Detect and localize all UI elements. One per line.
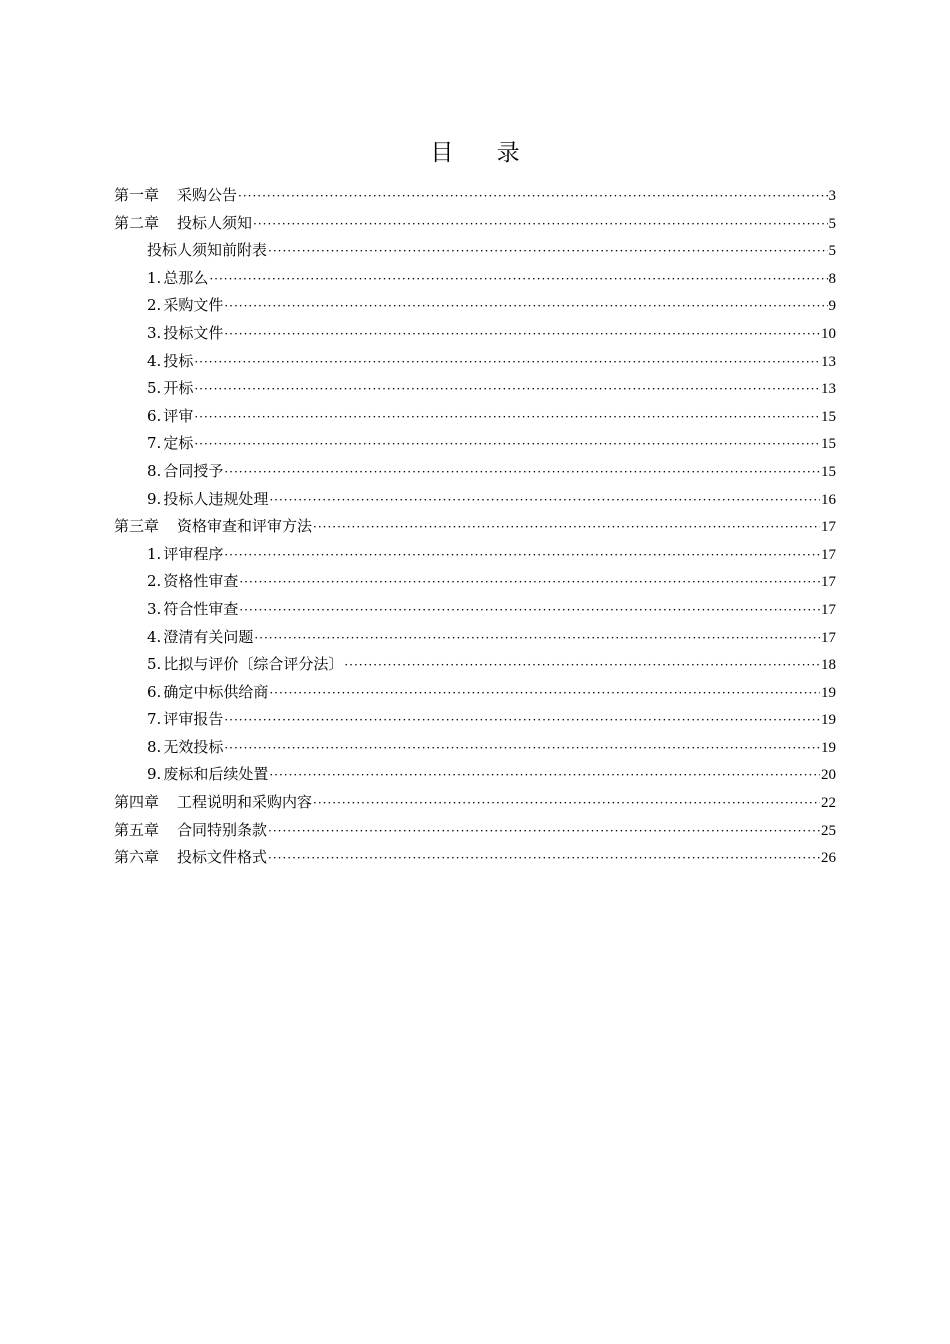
dot-leader (254, 625, 820, 653)
toc-page-number: 19 (821, 712, 836, 729)
dot-leader (253, 211, 827, 239)
dot-leader (268, 238, 827, 266)
toc-entry-label: 总那么 (163, 268, 209, 287)
toc-section-entry[interactable] (114, 761, 836, 789)
toc-section-number: 6. (147, 682, 162, 701)
toc-section-number: 9. (147, 489, 162, 508)
dot-leader (268, 845, 820, 873)
toc-section-entry[interactable] (114, 320, 836, 348)
toc-section-entry[interactable] (114, 375, 836, 403)
toc-page-number: 9 (828, 298, 836, 315)
toc-section-entry[interactable] (114, 430, 836, 458)
dot-leader (269, 762, 820, 790)
toc-section-entry[interactable] (114, 458, 836, 486)
toc-section-number: 7. (147, 434, 162, 453)
dot-leader (268, 818, 820, 846)
dot-leader (313, 514, 820, 542)
toc-entry-label: 合同授予 (163, 461, 224, 480)
dot-leader (194, 349, 820, 377)
toc-chapter-number: 第三章 (114, 517, 160, 536)
toc-page-number: 20 (821, 767, 836, 784)
toc-entry-label: 开标 (163, 379, 194, 398)
toc-chapter-number: 第五章 (114, 820, 160, 839)
dot-leader (269, 487, 820, 515)
toc-entry-label: 工程说明和采购内容 (177, 793, 313, 812)
toc-chapter-entry[interactable] (114, 210, 836, 238)
toc-chapter-entry[interactable] (114, 182, 836, 210)
toc-chapter-entry[interactable] (114, 513, 836, 541)
toc-section-number: 9. (147, 765, 162, 784)
toc-section-number: 2. (147, 572, 162, 591)
toc-page-number: 17 (821, 519, 836, 536)
dot-leader (269, 680, 820, 708)
dot-leader (238, 183, 827, 211)
dot-leader (224, 459, 820, 487)
toc-page-number: 10 (821, 325, 836, 342)
toc-section-entry[interactable] (114, 734, 836, 762)
dot-leader (194, 431, 820, 459)
dot-leader (194, 404, 820, 432)
toc-page-number: 22 (821, 795, 836, 812)
toc-chapter-number: 第二章 (114, 213, 160, 232)
toc-chapter-entry[interactable] (114, 817, 836, 845)
toc-section-number: 7. (147, 710, 162, 729)
toc-page-number: 19 (821, 739, 836, 756)
toc-section-number: 6. (147, 406, 162, 425)
toc-page-number: 15 (821, 436, 836, 453)
toc-entry-label: 采购文件 (163, 296, 224, 315)
toc-entry-label: 采购公告 (177, 186, 238, 204)
toc-chapter-entry[interactable] (114, 789, 836, 817)
dot-leader (224, 735, 820, 763)
toc-entry-label: 废标和后续处置 (163, 765, 269, 784)
toc-chapter-entry[interactable] (114, 844, 836, 872)
toc-page-number: 3 (828, 188, 836, 204)
toc-entry-label: 资格审查和评审方法 (177, 517, 313, 536)
toc-section-number: 3. (147, 323, 162, 342)
toc-section-number: 4. (147, 627, 162, 646)
toc-section-entry[interactable] (114, 292, 836, 320)
toc-page-number: 15 (821, 408, 836, 425)
toc-section-number: 8. (147, 461, 162, 480)
toc-entry-label: 投标人须知 (177, 213, 253, 232)
toc-page-number: 8 (828, 270, 836, 287)
toc-page-number: 13 (821, 353, 836, 370)
toc-section-entry[interactable] (114, 486, 836, 514)
dot-leader (209, 266, 827, 294)
toc-page-number: 17 (821, 546, 836, 563)
toc-entry-label: 评审报告 (163, 710, 224, 729)
toc-entry-label: 定标 (163, 434, 194, 453)
toc-section-entry[interactable] (114, 237, 836, 265)
toc-entry-label: 投标文件 (163, 323, 224, 342)
toc-page-number: 18 (821, 657, 836, 674)
toc-entry-label: 无效投标 (163, 737, 224, 756)
toc-section-number: 5. (147, 655, 162, 674)
toc-section-entry[interactable] (114, 348, 836, 376)
toc-section-entry[interactable] (114, 568, 836, 596)
toc-page-number: 17 (821, 574, 836, 591)
toc-section-entry[interactable] (114, 679, 836, 707)
toc-page-number: 5 (828, 243, 836, 260)
toc-section-entry[interactable] (114, 651, 836, 679)
toc-section-entry[interactable] (114, 706, 836, 734)
toc-page-number: 17 (821, 629, 836, 646)
toc-entry-label: 投标人违规处理 (163, 489, 269, 508)
toc-entry-label: 投标人须知前附表 (147, 241, 268, 260)
toc-entry-label: 评审 (163, 406, 194, 425)
toc-entry-label: 资格性审查 (163, 572, 239, 591)
toc-section-entry[interactable] (114, 541, 836, 569)
toc-section-number: 2. (147, 296, 162, 315)
dot-leader (224, 707, 820, 735)
toc-page-number: 16 (821, 491, 836, 508)
table-of-contents (114, 182, 836, 872)
dot-leader (224, 321, 820, 349)
dot-leader (224, 542, 820, 570)
toc-page-number: 25 (821, 822, 836, 839)
toc-page-number: 17 (821, 601, 836, 618)
toc-entry-label: 澄清有关问题 (163, 627, 254, 646)
toc-chapter-number: 第一章 (114, 186, 160, 204)
toc-entry-label: 投标文件格式 (177, 848, 268, 867)
dot-leader (344, 652, 820, 680)
toc-section-entry[interactable] (114, 596, 836, 624)
dot-leader (239, 569, 820, 597)
toc-page-number: 19 (821, 684, 836, 701)
toc-chapter-number: 第六章 (114, 848, 160, 867)
toc-section-number: 8. (147, 737, 162, 756)
dot-leader (224, 293, 827, 321)
dot-leader (194, 376, 820, 404)
toc-section-number: 1. (147, 544, 162, 563)
toc-entry-label: 合同特别条款 (177, 820, 268, 839)
toc-chapter-number: 第四章 (114, 793, 160, 812)
toc-section-entry[interactable] (114, 624, 836, 652)
toc-section-number: 4. (147, 351, 162, 370)
toc-entry-label: 投标 (163, 351, 194, 370)
toc-entry-label: 符合性审查 (163, 599, 239, 618)
toc-section-entry[interactable] (114, 265, 836, 293)
toc-page-number: 13 (821, 381, 836, 398)
toc-page-number: 5 (828, 215, 836, 232)
toc-entry-label: 评审程序 (163, 544, 224, 563)
toc-page-number: 26 (821, 850, 836, 867)
toc-entry-label: 确定中标供给商 (163, 682, 269, 701)
dot-leader (313, 790, 820, 818)
toc-section-number: 3. (147, 599, 162, 618)
toc-section-number: 1. (147, 268, 162, 287)
toc-page-number: 15 (821, 463, 836, 480)
toc-section-entry[interactable] (114, 403, 836, 431)
toc-section-number: 5. (147, 379, 162, 398)
dot-leader (239, 597, 820, 625)
toc-entry-label: 比拟与评价〔综合评分法〕 (163, 655, 344, 674)
toc-title: 目 录 (430, 140, 538, 166)
